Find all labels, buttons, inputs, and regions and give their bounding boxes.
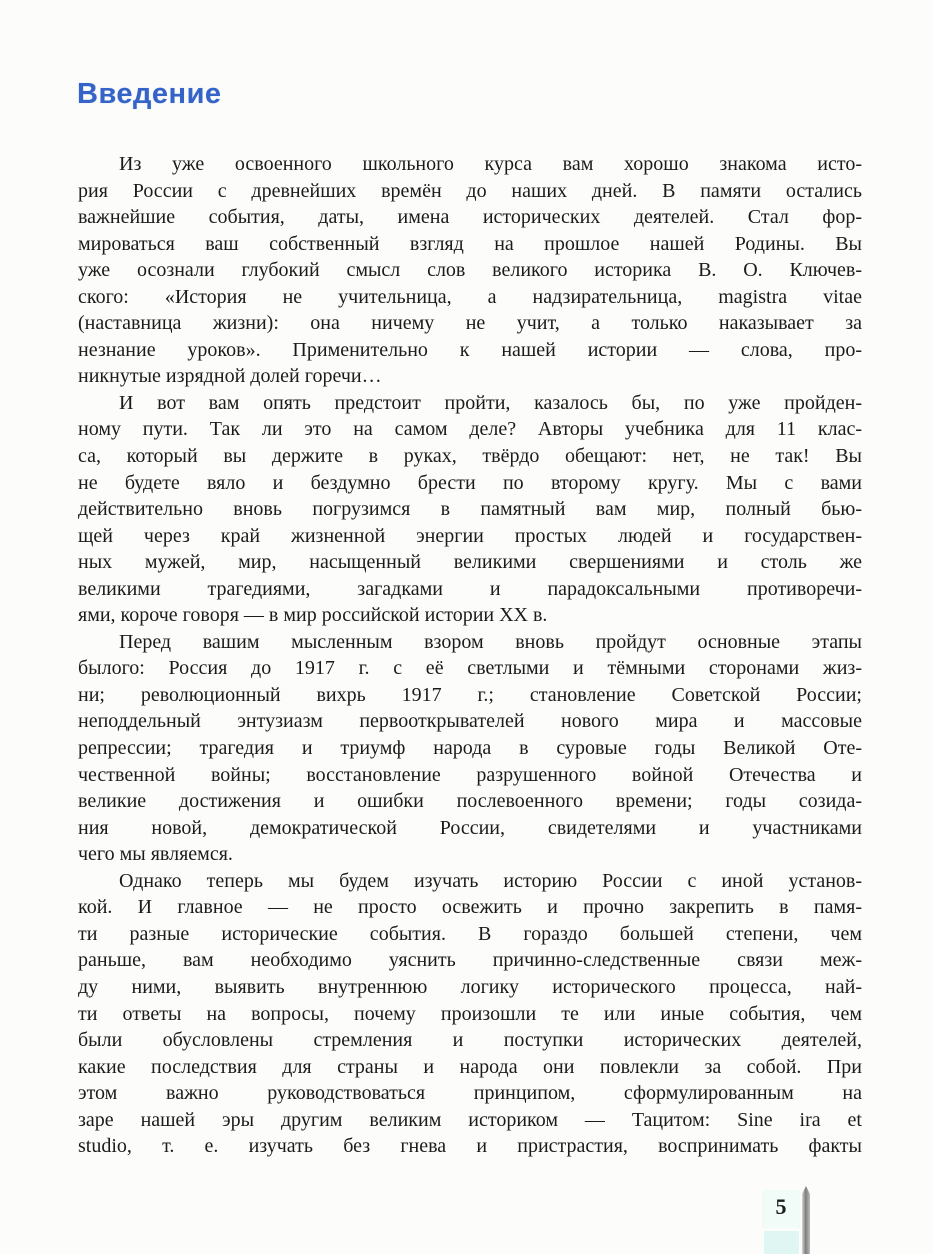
text-line: раньше, вам необходимо уяснить причинно-следственные связи меж- [78,949,862,972]
text-line: И вот вам опять предстоит пройти, казалось бы, по уже пройден- [119,391,862,414]
text-line: Однако теперь мы будем изучать историю России с иной установ- [119,869,862,892]
text-line: ского: «История не учительница, а надзирательница, magistra vitae [78,285,862,308]
text-line: великие достижения и ошибки послевоенного времени; годы созида- [78,790,862,813]
paragraph [78,868,862,1160]
text-line: заре нашей эры другим великим историком — Тацитом: Sine ira et [78,1108,862,1131]
text-line: великими трагедиями, загадками и парадоксальными противоречи- [78,577,862,600]
footer-accent-bar [802,1186,810,1254]
text-line: ями, короче говоря — в мир российской истории XX в. [78,604,548,627]
chapter-heading: Введение [77,78,222,110]
text-line: кой. И главное — не просто освежить и прочно закрепить в памя- [78,896,862,919]
text-line: чего мы являемся. [78,843,233,866]
paragraph [78,151,862,390]
text-line: ти ответы на вопросы, почему произошли те или иные события, чем [78,1002,862,1025]
text-line: действительно вновь погрузимся в памятный вам мир, полный бью- [78,498,862,521]
page-number: 5 [775,1194,787,1219]
text-line: незнание уроков». Применительно к нашей истории — слова, про- [78,338,862,361]
text-line: са, который вы держите в руках, твёрдо обещают: нет, не так! Вы [78,445,862,468]
text-line: неподдельный энтузиазм первооткрывателей нового мира и массовые [78,710,862,733]
text-line: мироваться ваш собственный взгляд на прошлое нашей Родины. Вы [78,232,862,255]
text-line: репрессии; трагедия и триумф народа в суровые годы Великой Оте- [78,737,862,760]
text-line: былого: Россия до 1917 г. с её светлыми и тёмными сторонами жиз- [78,657,862,680]
paragraph [78,390,862,629]
text-line: не будете вяло и бездумно брести по второму кругу. Мы с вами [78,471,862,494]
text-line: какие последствия для страны и народа они повлекли за собой. При [78,1055,862,1078]
text-line: щей через край жизненной энергии простых людей и государствен- [78,524,862,547]
text-line: (наставница жизни): она ничему не учит, а только наказывает за [78,312,862,335]
text-line: ни; революционный вихрь 1917 г.; становление Советской России; [78,683,862,706]
text-line: Перед вашим мысленным взором вновь пройдут основные этапы [119,630,862,653]
text-line: studio, т. е. изучать без гнева и пристрастия, воспринимать факты [78,1135,862,1158]
text-line: чественной войны; восстановление разрушенного войной Отечества и [78,763,862,786]
paragraph [78,629,862,868]
text-line: важнейшие события, даты, имена исторических деятелей. Стал фор- [78,206,862,229]
text-line: этом важно руководствоваться принципом, сформулированным на [78,1082,862,1105]
text-line: уже осознали глубокий смысл слов великого историка В. О. Ключев- [78,259,862,282]
text-line: ду ними, выявить внутреннюю логику исторического процесса, най- [78,975,862,998]
text-line: Из уже освоенного школьного курса вам хорошо знакома исто- [119,153,862,175]
text-line: никнутые изрядной долей горечи… [78,365,382,388]
text-line: ти разные исторические события. В гораздо большей степени, чем [78,922,862,945]
footer-tint-block [764,1231,799,1254]
text-line: ному пути. Так ли это на самом деле? Авторы учебника для 11 клас- [78,418,862,441]
text-line: ных мужей, мир, насыщенный великими свершениями и столь же [78,551,862,574]
text-line: были обусловлены стремления и поступки исторических деятелей, [78,1029,862,1052]
body-text [78,151,862,1160]
text-line: рия России с древнейших времён до наших дней. В памяти остались [78,179,862,202]
text-line: ния новой, демократической России, свидетелями и участниками [78,816,862,839]
